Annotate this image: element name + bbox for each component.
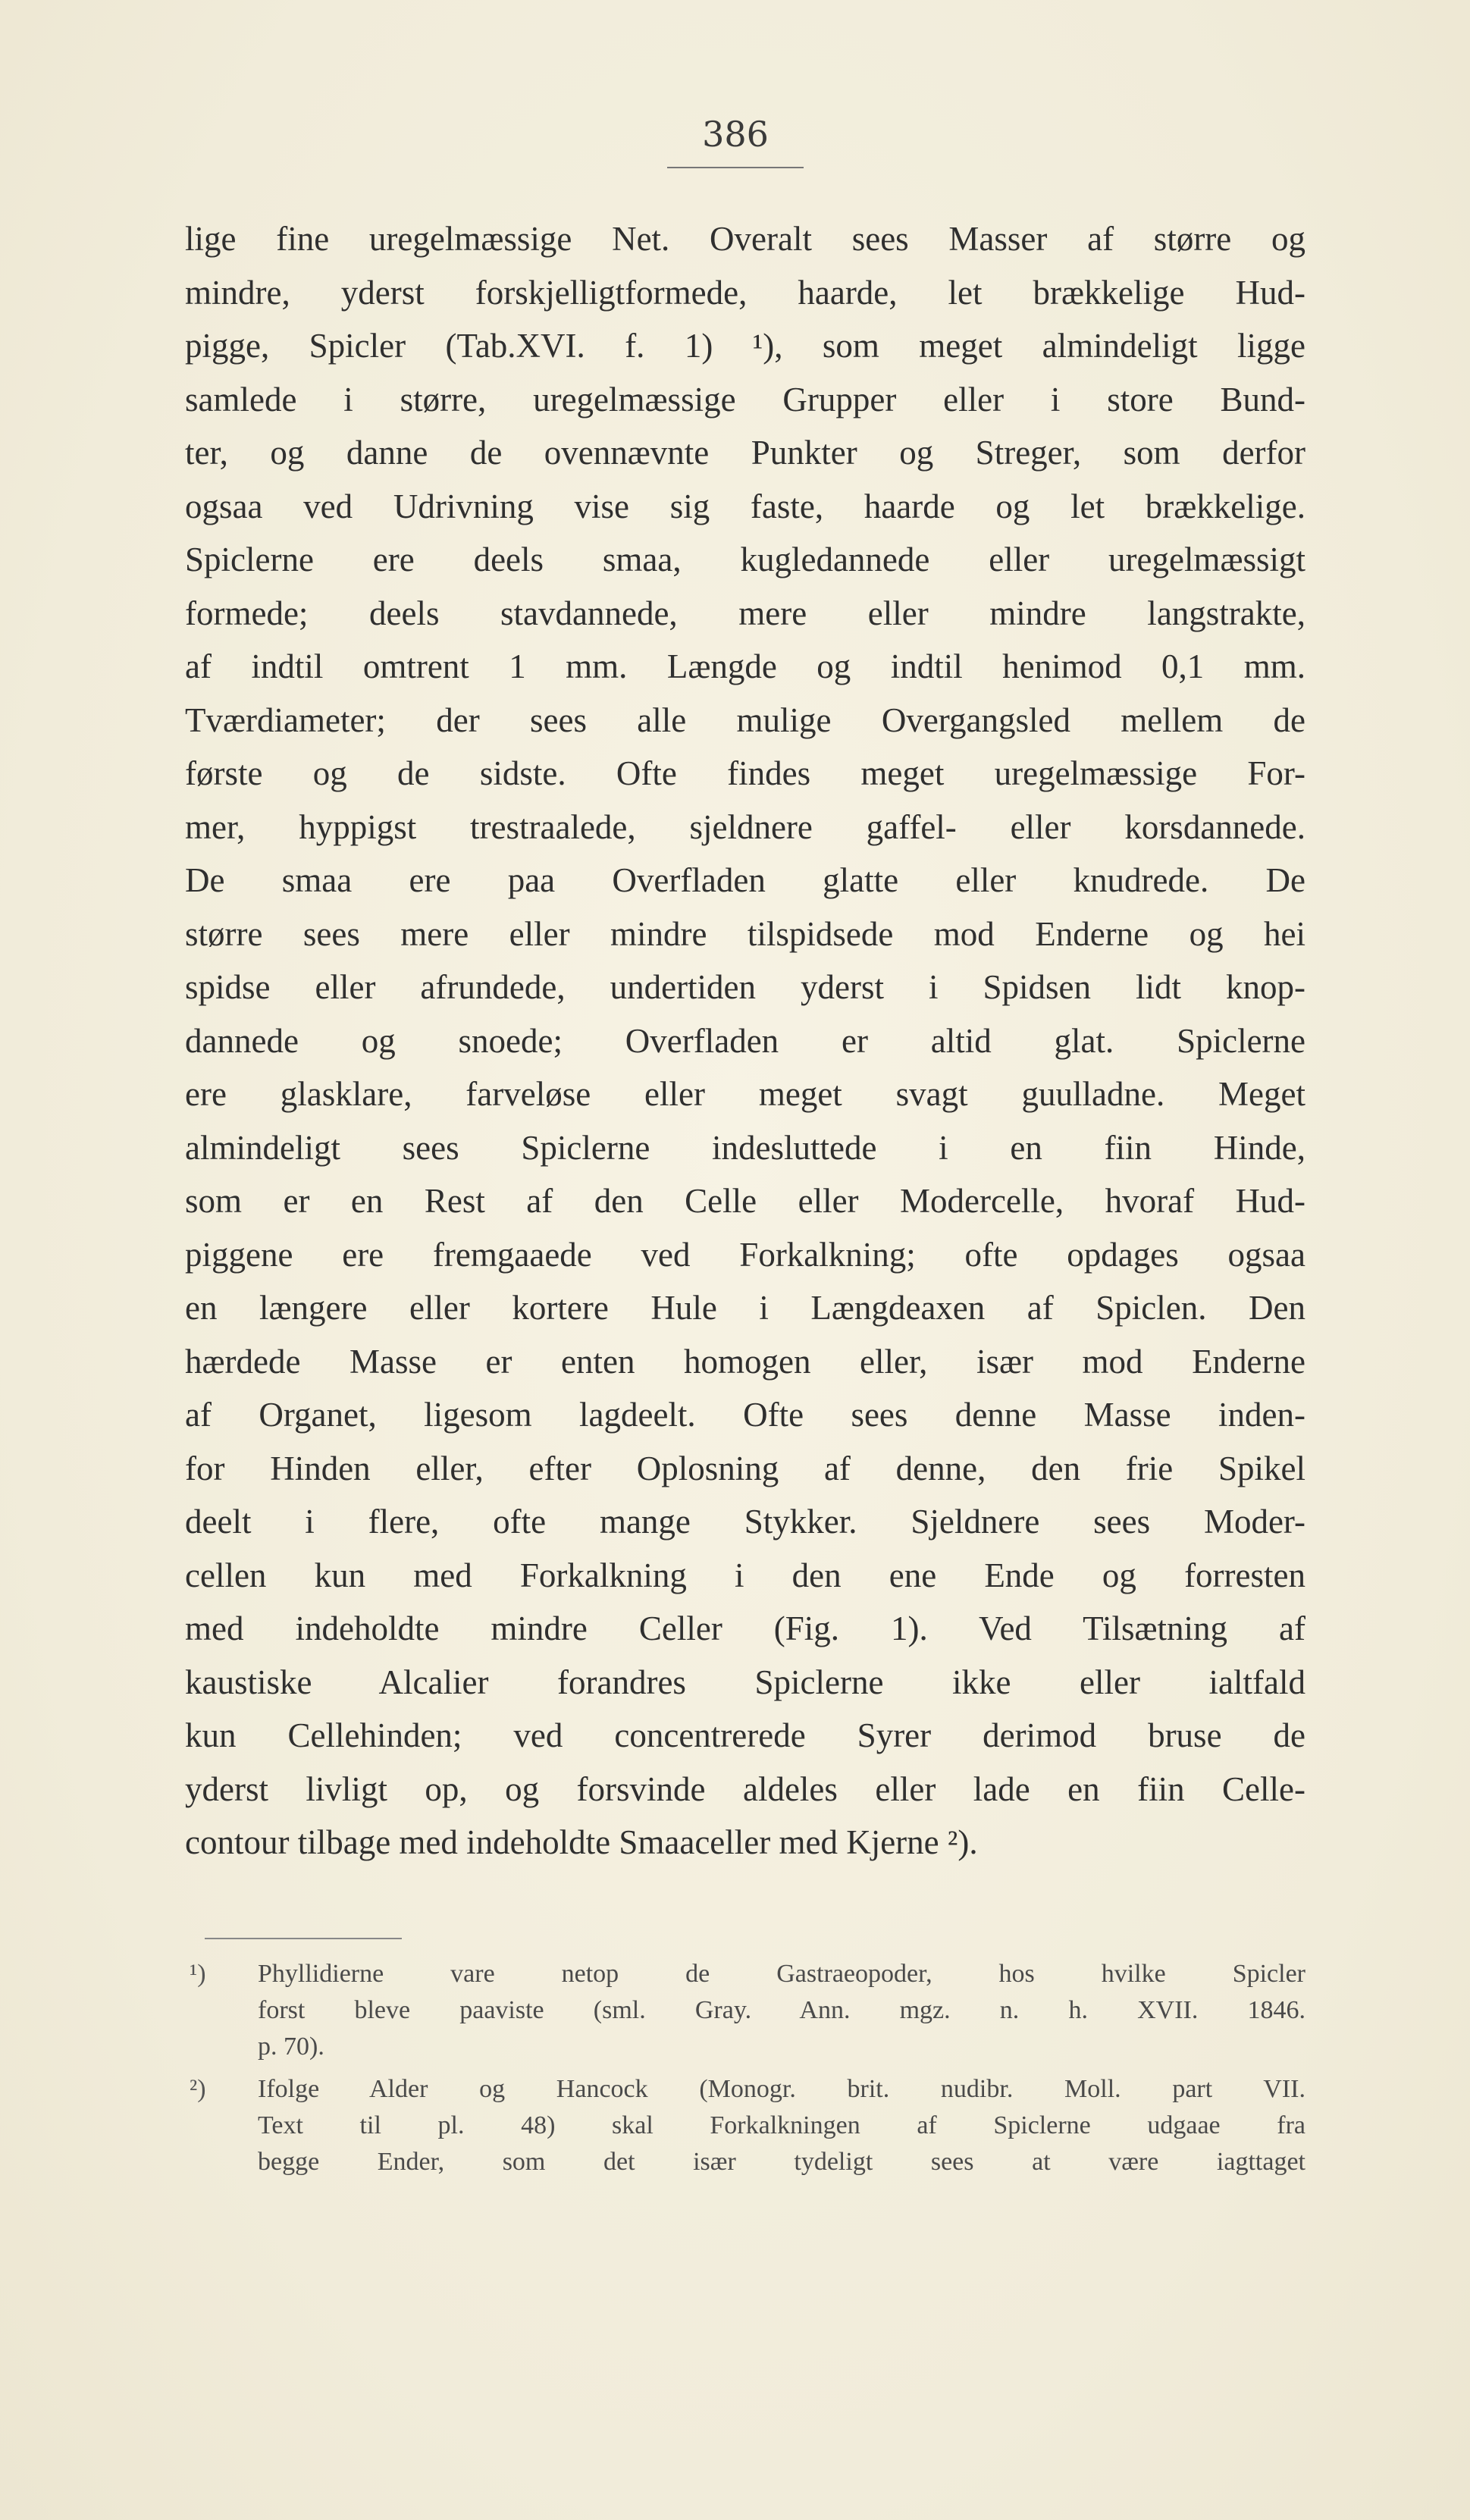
text-line: piggene ere fremgaaede ved Forkalkning; ofte opdages ogsaa xyxy=(185,1235,1305,1274)
text-line: ogsaa ved Udrivning vise sig faste, haarde og let brækkelige. xyxy=(185,487,1305,525)
text-line: samlede i større, uregelmæssige Grupper eller i store Bund- xyxy=(185,380,1305,418)
footnote-line: Ifolge Alder og Hancock (Monogr. brit. nudibr. Moll. part VII. xyxy=(258,2075,1305,2103)
text-line: cellen kun med Forkalkning i den ene Ende og forresten xyxy=(185,1556,1305,1594)
footnote-line: Phyllidierne vare netop de Gastraeopoder, hos hvilke Spicler xyxy=(258,1960,1305,1988)
text-line: første og de sidste. Ofte findes meget uregelmæssige For- xyxy=(185,754,1305,792)
text-line: af Organet, ligesom lagdeelt. Ofte sees denne Masse inden- xyxy=(185,1396,1305,1434)
text-line: en længere eller kortere Hule i Længdeaxen af Spiclen. Den xyxy=(185,1289,1305,1327)
text-line: kun Cellehinden; ved concentrerede Syrer derimod bruse de xyxy=(185,1716,1305,1754)
footnote-1 xyxy=(190,1956,1305,2065)
text-line: deelt i flere, ofte mange Stykker. Sjeldnere sees Moder- xyxy=(185,1503,1305,1541)
footnote-line: forst bleve paaviste (sml. Gray. Ann. mgz. n. h. XVII. 1846. xyxy=(258,1996,1305,2024)
text-line: contour tilbage med indeholdte Smaaceller med Kjerne ²). xyxy=(185,1823,978,1861)
page-number: 386 xyxy=(702,114,769,155)
text-line: større sees mere eller mindre tilspidsede mod Enderne og hei xyxy=(185,914,1305,953)
text-line: mer, hyppigst trestraalede, sjeldnere gaffel- eller korsdannede. xyxy=(185,807,1305,846)
footnote-marker: ¹) xyxy=(190,1960,206,1988)
text-line: med indeholdte mindre Celler (Fig. 1). Ved Tilsætning af xyxy=(185,1609,1305,1647)
text-line: hærdede Masse er enten homogen eller, især mod Enderne xyxy=(185,1342,1305,1381)
text-line: Spiclerne ere deels smaa, kugledannede eller uregelmæssigt xyxy=(185,541,1305,578)
footnote-line: p. 70). xyxy=(258,2033,324,2061)
text-line: pigge, Spicler (Tab.XVI. f. 1) ¹), som meget almindeligt ligge xyxy=(185,327,1305,365)
text-line: ere glasklare, farveløse eller meget svagt guulladne. Meget xyxy=(185,1075,1305,1113)
text-line: yderst livligt op, og forsvinde aldeles eller lade en fiin Celle- xyxy=(185,1769,1305,1808)
body-text xyxy=(185,212,1305,1870)
text-line: dannede og snoede; Overfladen er altid glat. Spiclerne xyxy=(185,1021,1305,1060)
text-line: almindeligt sees Spiclerne indesluttede i en fiin Hinde, xyxy=(185,1128,1305,1167)
text-line: ter, og danne de ovennævnte Punkter og Streger, som derfor xyxy=(185,434,1305,472)
footnote-marker: ²) xyxy=(190,2075,206,2103)
text-line: for Hinden eller, efter Oplosning af denne, den frie Spikel xyxy=(185,1449,1305,1487)
text-line: mindre, yderst forskjelligtformede, haarde, let brækkelige Hud- xyxy=(185,273,1305,312)
text-line: formede; deels stavdannede, mere eller mindre langstrakte, xyxy=(185,594,1305,632)
page-number-rule xyxy=(667,167,804,168)
text-line: lige fine uregelmæssige Net. Overalt sees Masser af større og xyxy=(185,220,1305,258)
footnote-line: begge Ender, som det især tydeligt sees at være iagttaget xyxy=(258,2148,1305,2176)
text-line: af indtil omtrent 1 mm. Længde og indtil henimod 0,1 mm. xyxy=(185,647,1305,685)
footnotes xyxy=(190,1956,1305,2186)
footnote-2 xyxy=(190,2071,1305,2180)
text-line: kaustiske Alcalier forandres Spiclerne ikke eller ialtfald xyxy=(185,1663,1305,1701)
footnote-divider xyxy=(205,1938,402,1939)
footnote-line: Text til pl. 48) skal Forkalkningen af Spiclerne udgaae fra xyxy=(258,2111,1305,2139)
text-line: Tværdiameter; der sees alle mulige Overgangsled mellem de xyxy=(185,701,1305,739)
text-line: spidse eller afrundede, undertiden yderst i Spidsen lidt knop- xyxy=(185,968,1305,1006)
text-line: De smaa ere paa Overfladen glatte eller knudrede. De xyxy=(185,861,1305,899)
text-line: som er en Rest af den Celle eller Modercelle, hvoraf Hud- xyxy=(185,1182,1305,1220)
